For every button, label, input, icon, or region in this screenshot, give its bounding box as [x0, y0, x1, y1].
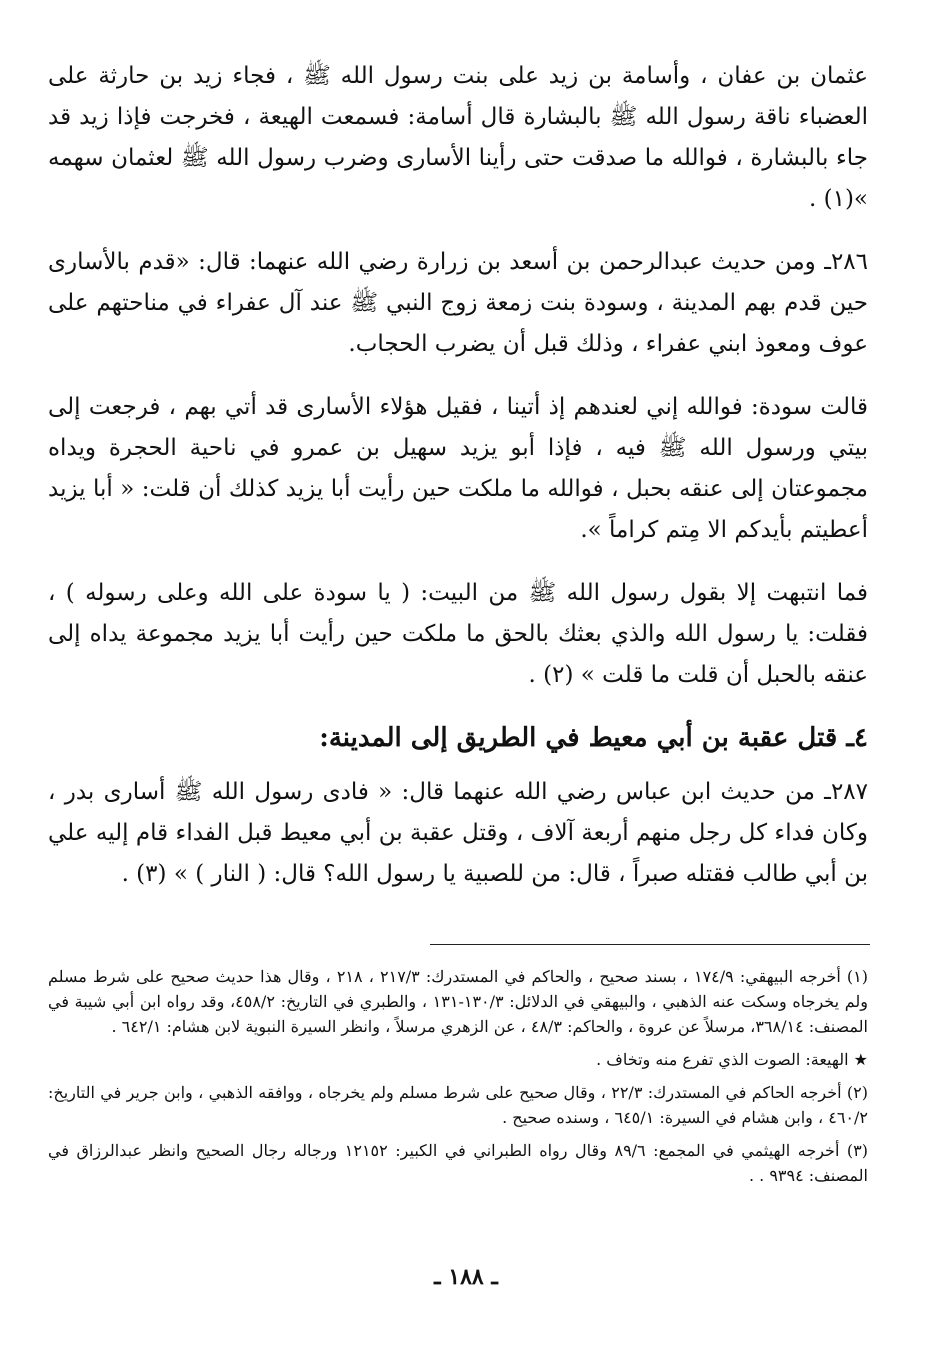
- section-heading: ٤ـ قتل عقبة بن أبي معيط في الطريق إلى المدينة:: [319, 723, 868, 753]
- paragraph-intabahtu: فما انتبهت إلا بقول رسول الله ﷺ من البيت: ( يا سودة على الله وعلى رسوله ) ، فقلت: يا رسول الله والذي بعثك بالحق ما ملكت حين رأيت أبا يزيد مجموعة يداه إلى عنقه بالحبل أن قلت ما قلت » (٢) .: [48, 580, 868, 688]
- footnote-gloss: ★ الهيعة: الصوت الذي تفرع منه وتخاف .: [596, 1050, 868, 1069]
- footnotes: [48, 964, 868, 1196]
- paragraph-hadith-286: ٢٨٦ـ ومن حديث عبدالرحمن بن أسعد بن زرارة رضي الله عنهما: قال: «قدم بالأسارى حين قدم بهم المدينة ، وسودة بنت زمعة زوج النبي ﷺ عند آل عفراء في مناحتهم على عوف ومعوذ ابني عفراء ، وذلك قبل أن يضرب الحجاب.: [48, 249, 868, 357]
- paragraph-hadith-287: ٢٨٧ـ من حديث ابن عباس رضي الله عنهما قال: « فادى رسول الله ﷺ أسارى بدر ، وكان فداء كل رجل منهم أربعة آلاف ، وقتل عقبة بن أبي معيط قبل الفداء قام إليه علي بن أبي طالب فقتله صبراً ، قال: من للصبية يا رسول الله؟ قال: ( النار ) » (٣) .: [48, 779, 868, 887]
- paragraph-1: عثمان بن عفان ، وأسامة بن زيد على بنت رسول الله ﷺ ، فجاء زيد بن حارثة على العضباء ناقة رسول الله ﷺ بالبشارة قال أسامة: فسمعت الهيعة ، فخرجت فإذا زيد قد جاء بالبشارة ، فوالله ما صدقت حتى رأينا الأسارى وضرب رسول الله ﷺ لعثمان سهمه »(١) .: [48, 63, 868, 212]
- paragraph-sawda: قالت سودة: فوالله إني لعندهم إذ أتينا ، فقيل هؤلاء الأسارى قد أتي بهم ، فرجعت إلى بيتي ورسول الله ﷺ فيه ، فإذا أبو يزيد سهيل بن عمرو في ناحية الحجرة ويداه مجموعتان إلى عنقه بحبل ، فوالله ما ملكت حين رأيت أبا يزيد كذلك أن قلت: « أبا يزيد أعطيتم بأيدكم الا مِتم كراماً ».: [48, 394, 868, 543]
- main-text: [48, 56, 868, 917]
- footnote-3: (٣) أخرجه الهيثمي في المجمع: ٨٩/٦ وقال رواه الطبراني في الكبير: ١٢١٥٢ ورجاله رجال الصحيح وانظر عبدالرزاق في المصنف: ٩٣٩٤ . .: [48, 1141, 869, 1185]
- footnote-1: (١) أخرجه البيهقي: ١٧٤/٩ ، بسند صحيح ، والحاكم في المستدرك: ٢١٧/٣ ، ٢١٨ ، وقال هذا حديث صحيح على شرط مسلم ولم يخرجاه وسكت عنه الذهبي ، والبيهقي في الدلائل: ١٣٠/٣-١٣١ ، والطبري في التاريخ: ٤٥٨/٢، وقد رواه ابن أبي شيبة في المصنف: ٣٦٨/١٤، مرسلاً عن عروة ، والحاكم: ٤٨/٣ ، عن الزهري مرسلاً ، وانظر السيرة النبوية لابن هشام: ٦٤٢/١ .: [48, 967, 869, 1036]
- footnote-divider: [430, 944, 870, 945]
- page-number: ـ ١٨٨ ـ: [434, 1264, 498, 1290]
- footnote-2: (٢) أخرجه الحاكم في المستدرك: ٢٢/٣ ، وقال صحيح على شرط مسلم ولم يخرجاه ، ووافقه الذهبي ، وابن جرير في التاريخ: ٤٦٠/٢ ، وابن هشام في السيرة: ٦٤٥/١ ، وسنده صحيح .: [48, 1083, 869, 1127]
